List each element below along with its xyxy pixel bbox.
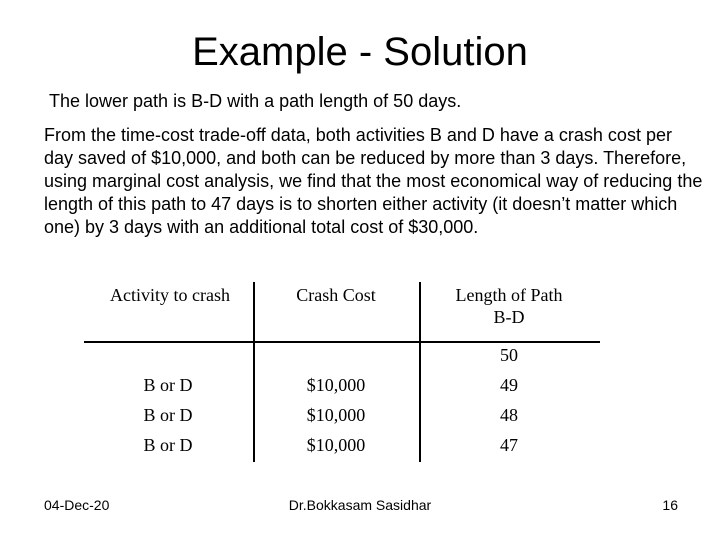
column-divider-2 xyxy=(419,282,421,462)
row-path-length: 48 xyxy=(500,405,518,425)
header-activity: Activity to crash xyxy=(110,285,230,305)
header-rule xyxy=(84,341,600,343)
row-crash-cost: $10,000 xyxy=(306,435,366,455)
row-path-length: 49 xyxy=(500,375,518,395)
header-path-length-line1: Length of Path xyxy=(455,285,563,305)
header-path-length xyxy=(424,284,594,328)
slide-body-text: From the time-cost trade-off data, both activities B and D have a crash cost per day saved of $10,000, and both can be reduced by more than 3 days. Therefore, using marginal cost analysis, we find that the most economical way of reducing the length of this path to 47 days is to shorten either activity (it doesn’t matter which one) by 3 days with an additional total cost of $30,000. xyxy=(44,125,703,237)
column-divider-1 xyxy=(253,282,255,462)
slide-subtitle: The lower path is B-D with a path length of 50 days. xyxy=(49,91,462,111)
footer-page-number: 16 xyxy=(662,497,678,513)
footer-date: 04-Dec-20 xyxy=(44,497,110,513)
header-crash-cost: Crash Cost xyxy=(296,285,376,305)
row-activity: B or D xyxy=(143,435,193,455)
row-activity: B or D xyxy=(143,405,193,425)
header-path-length-line2: B-D xyxy=(493,307,525,327)
slide-title: Example - Solution xyxy=(192,30,528,74)
initial-path-length: 50 xyxy=(500,345,518,365)
row-path-length: 47 xyxy=(500,435,518,455)
row-crash-cost: $10,000 xyxy=(306,375,366,395)
row-activity: B or D xyxy=(143,375,193,395)
footer-author: Dr.Bokkasam Sasidhar xyxy=(288,497,432,513)
row-crash-cost: $10,000 xyxy=(306,405,366,425)
